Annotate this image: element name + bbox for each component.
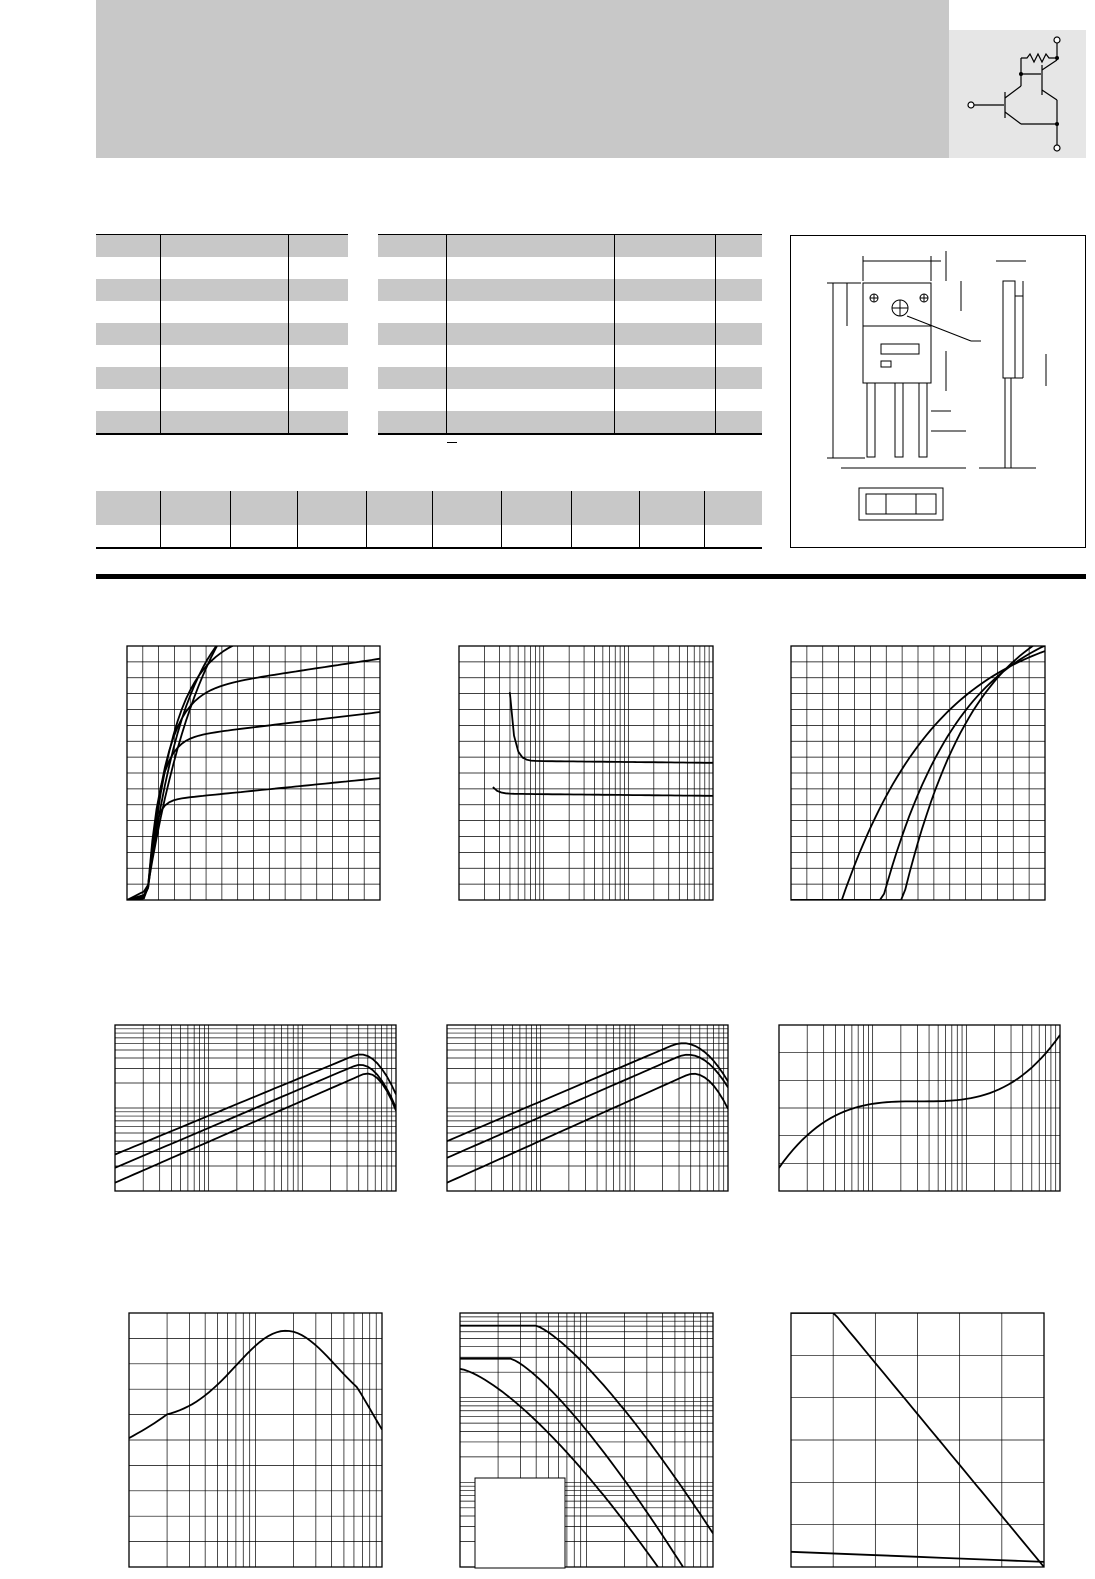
chart-9 [791,1313,1044,1567]
series-line-1 [115,1055,396,1155]
chart-legend-box [475,1478,565,1568]
chart-1 [127,633,380,900]
chart-3 [791,638,1045,900]
chart-4 [115,1025,396,1191]
chart-2 [459,646,713,900]
chart-7 [129,1313,382,1567]
chart-5 [447,1025,728,1191]
series-line-1 [510,692,713,763]
series-line-3 [447,1074,728,1183]
chart-6 [779,1025,1060,1191]
series-line-2 [447,1055,728,1158]
series-line-1 [779,1035,1060,1168]
